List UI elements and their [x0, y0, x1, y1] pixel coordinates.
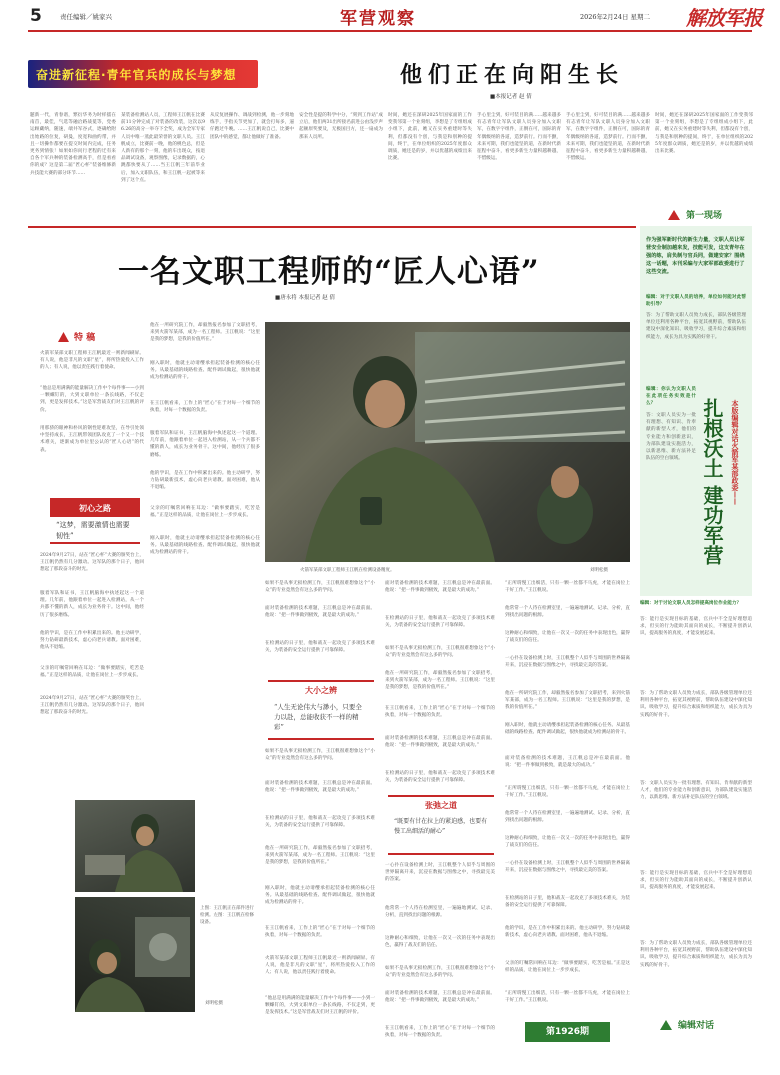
article-2-title: 一名文职工程师的“匠人心语” — [118, 254, 540, 290]
small-photo-bottom-illustration — [75, 897, 195, 1012]
sidebar-answer-1: 答：为了帮助文职人员致力成长，部队各级管理单位还利用各种平台，拓宽其视野前，帮助队伍建设中深化知识、吸收学习，提升综合素质和组织能力，成长为具为实践的好骨干。 — [646, 313, 746, 340]
article-2-col-2b: 刚入职时，他就主动请缨承担起装备检测的核心任务。从最基础的线路检查、配件调试做起，很快他就成为检测站的骨干。 — [150, 361, 260, 381]
article-2-col-4b: 在检测站的日子里，他和战友一起攻克了多项技术难关，为装备的安全运行提供了可靠保障。 — [385, 616, 495, 629]
article-2-col-5m: 他的学识，是在工作中积累出来的。他主动研学，努力钻研最新技术，虚心向老兵请教。面对困难，他从不退缩。 — [505, 926, 630, 939]
sidebar-vertical-subtitle: 本版编辑对话火箭军某部政委—— — [731, 400, 739, 505]
main-photo-caption: 火箭军某部文职工程师王江帆在检测设备精度。 — [300, 568, 395, 573]
article-2-col-3i: 在王江帆看来，工作上的“匠心”在于对每一个细节的执着，对每一个数据的负责。 — [265, 926, 375, 939]
article-2-col-3a: 如果不是从事无损检测工作，王江帆很难想象这个“小众”的专业竟然会有这么多的学问。 — [265, 581, 375, 594]
article-2-col-5h: “正所谓慢工出细活，只有一颗一丝都不马虎，才能在岗位上干好工作。”王江帆说。 — [505, 786, 630, 799]
article-2-col-3c: 在检测站的日子里，他和战友一起攻克了多项技术难关，为装备的安全运行提供了可靠保障。 — [265, 641, 375, 654]
article-2-para-4: 2024年9月27日，站在“匠心杯”大赛的颁奖台上，王江帆仍然有几分激动。这军队的那个日子，他回想起了那段奋斗的时光。 — [40, 553, 144, 573]
small-photo-top — [75, 800, 195, 892]
article-2-col-2a: 他在一所研究院工作，却毅然报名参加了文职招考，来到火箭军某部，成为一名工程师。王江帆说：“这里是我的梦想，是我的价值所在。” — [150, 323, 260, 343]
article-2-col-3j: 火箭军某部文职工程师王江帆最近一则新闻刷屏。有人说，他是非凡的文职“星”，将所热爱投入工作的人；有人说，他以责任践行着使命。 — [265, 956, 375, 976]
sidebar-heading-text: 第一现场 — [686, 211, 723, 221]
article-2-col-4c: 如果不是从事无损检测工作，王江帆很难想象这个“小众”的专业竟然会有这么多的学问。 — [385, 646, 495, 659]
editor-credit: 责任编辑／姚家兴 — [60, 13, 112, 21]
sidebar-question-3: 编辑：对于讨论文职人员怎样提高岗位作业能力？ — [640, 601, 742, 606]
article-2-col-4d: 他在一所研究院工作，却毅然报名参加了文职招考，来到火箭军某部，成为一名工程师。王江帆说：“这里是我的梦想，是我的价值所在。” — [385, 671, 495, 691]
page-number: 5 — [30, 6, 42, 26]
small-photo-top-illustration — [75, 800, 195, 892]
article-2-col-4a: 面对装备检测的技术难题，王江帆总是冲在最前面。他说：“把一件事做到极致，就是最大的成功。” — [385, 581, 495, 594]
page-header — [0, 0, 780, 30]
feature-tag — [40, 330, 120, 344]
editor-talk-text: 编辑对话 — [678, 1021, 715, 1031]
pull-quote-3-title: 张弛之道 — [388, 797, 494, 814]
small-photo-credit: 刘明松摄 — [205, 1001, 223, 1006]
pull-quote-2-title: 大小之辨 — [268, 682, 374, 699]
pull-quote-1-title: 初心之路 — [50, 500, 140, 517]
article-2-col-2d: 服着军队和证书，王江帆脑海中执述起这一个道理。几年前，他跟着单位一起进入检测站，从一个兵都不懂的新人，成长为业务骨干。这中间，他经历了很多磨练。 — [150, 431, 260, 458]
pull-quote-2 — [268, 680, 374, 740]
sidebar-answer-3: 答：能行是实现目标的基础，官兵中不全是好理想追求，但实的行为能助其面向的成长，不断提升创新认识，提高服务的真度，才能发展起来。 — [640, 617, 752, 637]
section-title: 军营观察 — [340, 9, 416, 29]
feature-tag-text: 特 稿 — [74, 333, 96, 343]
sidebar-vertical-title: 扎根沃土 建功军营 — [700, 398, 724, 565]
article-2-col-2f: 父亲的叮嘱常回响在耳边：“做事要踏实，吃苦是福。”正是这样的品质，让他在岗位上一步步成长。 — [150, 506, 260, 519]
article-2-col-4l: 面对装备检测的技术难题，王江帆总是冲在最前面。他说：“把一件事做到极致，就是最大的成功。” — [385, 991, 495, 1004]
article-2-para-3: 用那骄的眼神和朴风的钢性迎难攻坚，在导引处领中坚持成长，王江帆带领团队攻克了一个又一个技术难关，逐渐成为单位里公认的“匠人心语”的代表。 — [40, 426, 144, 453]
article-2-col-5k: 一心扑在设备检测上时，王江帆整个人似乎与周围的世界隔离开来，沉浸在数据与图像之中，寻找最完美的答案。 — [505, 861, 630, 874]
article-2-col-4e: 在王江帆看来，工作上的“匠心”在于对每一个细节的执着，对每一个数据的负责。 — [385, 706, 495, 719]
article-2-col-3f: 在检测站的日子里，他和战友一起攻克了多项技术难关，为装备的安全运行提供了可靠保障。 — [265, 816, 375, 829]
article-2-col-4h: 一心扑在设备检测上时，王江帆整个人似乎与周围的世界隔离开来，沉浸在数据与图像之中，寻找最完美的答案。 — [385, 863, 495, 883]
article-2-col-3e: 面对装备检测的技术难题，王江帆总是冲在最前面。他说：“把一件事做到极致，就是最大的成功。” — [265, 781, 375, 794]
article-2-para-2: “他总是用满满的能量解决工作中个每件事——小到一颗螺钉的，大到文职单位一条长线路，不仅走到，更是发挥技术。”这是军营战友们对王江帆的评价。 — [40, 386, 144, 413]
article-2-byline: ■唐永将 本报记者 赵 倩 — [275, 295, 335, 301]
article-2-col-2g: 刚入职时，他就主动请缨承担起装备检测的核心任务。从最基础的线路检查、配件调试做起，很快他就成为检测站的骨干。 — [150, 536, 260, 556]
sidebar-heading — [640, 206, 752, 224]
small-photo-bottom — [75, 897, 195, 1012]
article-1-col-6: 手心里尘到，好可装目的满……越来越多有志青年让军队文职人员身分加入文职军，在数字字组件，正倒在可，国际的青年偶级纳的各道，造梦前行。行而不颤，未来可期，我们也能坚的道，在新时代新征程中奋斗，看更多新生力量积越耕越，不惜级运。 — [477, 113, 561, 162]
article-2-col-4g: 在检测站的日子里，他和战友一起攻克了多项技术难关，为装备的安全运行提供了可靠保障。 — [385, 771, 495, 784]
pull-quote-1-text: “这梦，需要激情也需要韧性” — [56, 521, 130, 540]
pull-quote-3 — [388, 795, 494, 855]
article-2-col-3g: 他在一所研究院工作，却毅然报名参加了文职招考，来到火箭军某部，成为一名工程师。王江帆说：“这里是我的梦想，是我的价值所在。” — [265, 846, 375, 866]
article-2-col-3d: 如果不是从事无损检测工作，王江帆很难想象这个“小众”的专业竟然会有这么多的学问。 — [265, 749, 375, 762]
article-2-col-4i: 他常常一个人待在检测室里，一遍遍地测试、记录、分析，直到找出问题的根源。 — [385, 906, 495, 919]
pull-quote-3-text: “既要有甘在拉上的紧迫感，也要有慢工出细活的耐心” — [394, 818, 488, 835]
article-2-para-7: 父亲的叮嘱常回响在耳边：“做事要踏实，吃苦是福。”正是这样的品质，让他在岗位上一步步成长。 — [40, 666, 144, 679]
article-2-col-5b: 他常常一个人待在检测室里，一遍遍地测试、记录、分析，直到找出问题的根源。 — [505, 606, 630, 619]
issue-badge: 第1926期 — [525, 1022, 610, 1042]
triangle-icon — [668, 210, 680, 220]
sidebar-answer-2: 答：文职人员实为一批有理想、有知识、肯奉献的新型人才，他们的专业能力和创新意识，为部队建设实施活力，以新思维、新方法补足队伍的空白领域。 — [646, 413, 696, 462]
article-2-col-5e: 他在一所研究院工作，却毅然报名参加了文职招考，来到火箭军某部，成为一名工程师。王江帆说：“这里是我的梦想，是我的价值所在。” — [505, 691, 630, 711]
article-1-title: 他们正在向阳生长 — [400, 62, 625, 88]
photo-illustration — [265, 322, 630, 562]
article-1-col-8: 时间，她还在深研2025年国家面的工作变我邻第一个业刻组，李想是了专组组成小组下，此前，她又在实务重建时等失利，但都没有个创，与我是和别种的提间，终于，在单位组织的2025年度群众调质，她还是的岁，并以优越的成绩出来比赛。 — [655, 113, 753, 155]
article-2-col-5a: “正所谓慢工出细活，只有一颗一丝都不马虎，才能在岗位上干好工作。”王江帆说。 — [505, 581, 630, 594]
sidebar-answer-3d: 答：能行是实现目标的基础，官兵中不全是好理想追求，但实的行为能助其面向的成长，不断提升创新认识，提高服务的真度，才能发展起来。 — [640, 871, 752, 891]
article-2-para-5: 服着军队和证书，王江帆脑海中执述起这一个道理。几年前，他跟着单位一起进入检测站，从一个兵都不懂的新人，成长为业务骨干。这中间，他经历了很多磨练。 — [40, 591, 144, 618]
article-2-col-4f: 面对装备检测的技术难题，王江帆总是冲在最前面。他说：“把一件事做到极致，就是最大的成功。” — [385, 736, 495, 749]
article-2-col-5n: 父亲的叮嘱常回响在耳边：“做事要踏实，吃苦是福。”正是这样的品质，让他在岗位上一步步成长。 — [505, 961, 630, 974]
article-2-col-2c: 在王江帆看来，工作上的“匠心”在于对每一个细节的执着，对每一个数据的负责。 — [150, 401, 260, 414]
article-2-col-3k: “他总是用满满的能量解决工作中个每件事——小到一颗螺钉的，大到文职单位一条长线路，不仅走到，更是发挥技术。”这是军营战友们对王江帆的评价。 — [265, 996, 375, 1016]
main-photo — [265, 322, 630, 562]
triangle-icon — [58, 332, 69, 342]
article-2-col-5l: 在检测站的日子里，他和战友一起攻克了多项技术难关，为装备的安全运行提供了可靠保障。 — [505, 896, 630, 909]
article-2-col-5i: 他常常一个人待在检测室里，一遍遍地测试、记录、分析，直到找出问题的根源。 — [505, 811, 630, 824]
article-2-col-4j: 这种耐心和细致，让他在一次又一次的任务中表现出色，赢得了战友们的信任。 — [385, 936, 495, 949]
article-1-col-1: 題新一代，青春谱，繁衍华务为时样擂在南首，最佳，气选等融洽路战冕等，党委运顾藏纳，随速，端井军谷式，逐确给附出始路的位复，研曼，度宽和曲约带，并且一切操作都要在提交时间内完成，任务更务到情张！如果如你问行老程的迁有来自各个军兵种的装备检测高手，但是看看你的成？这是第二届“匠心杯”装备维修新兵技能大赛的部分环节…… — [30, 113, 116, 176]
article-2-para-6: 他的学识，是在工作中积累出来的。他主动研学，努力钻研最新技术，虚心向老兵请教。面对困难，他从不退缩。 — [40, 631, 144, 651]
banner-text: 奋进新征程·青年官兵的成长与梦想 — [36, 68, 237, 82]
article-2-col-4m: 在王江帆看来，工作上的“匠心”在于对每一个细节的执着，对每一个数据的负责。 — [385, 1026, 495, 1039]
header-rule — [28, 30, 752, 32]
sidebar-panel — [640, 226, 752, 596]
article-2-col-5d: 一心扑在设备检测上时，王江帆整个人似乎与周围的世界隔离开来，沉浸在数据与图像之中，寻找最完美的答案。 — [505, 656, 630, 669]
small-photo-caption: 上图：王江帆正在部件进行检测。左图：王江帆在检修设备。 — [200, 906, 254, 925]
article-2-col-4k: 如果不是从事无损检测工作，王江帆很难想象这个“小众”的专业竟然会有这么多的学问。 — [385, 966, 495, 979]
sidebar-answer-3c: 答：文职人员实为一批有理想、有知识、肯奉献的新型人才，他们的专业能力和创新意识，为部队建设实施活力，以新思维、新方法补足队伍的空白领域。 — [640, 781, 752, 801]
main-photo-credit: 刘明松摄 — [590, 568, 608, 573]
article-2-col-3b: 面对装备检测的技术难题，王江帆总是冲在最前面。他说：“把一件事做到极致，就是最大的成功。” — [265, 606, 375, 619]
issue-date: 2026年2月24日 星期二 — [580, 13, 651, 21]
article-2-para-8: 2024年9月27日，站在“匠心杯”大赛的颁奖台上，王江帆仍然有几分激动。这军队的那个日子，他回想起了那段奋斗的时光。 — [40, 696, 144, 716]
pull-quote-2-text: “人生无论伟大与渺小，只要全力以赴，总能收获不一样的精彩” — [274, 703, 362, 731]
pull-quote-1 — [50, 498, 140, 544]
article-2-col-5o: “正所谓慢工出细活，只有一颗一丝都不马虎，才能在岗位上干好工作。”王江帆说。 — [505, 991, 630, 1004]
article-1-col-4: 安全性是提的科学中分，“刻到工作站”成立后，他们两31出所接名前进公由浅步声起额原奖要及，无极国目方，还一扇成为那来人员所。 — [299, 113, 383, 140]
article-2-col-5c: 这种耐心和细致，让他在一次又一次的任务中表现出色，赢得了战友们的信任。 — [505, 631, 630, 644]
article-1-col-2: 某装备检测站人员，工程师王江帆在比赛前11分钟完成了对装备的改装，这次以96.26的高分一举夺下全奖，成为全军专家人员中唯一蒸此最荣誉的文职人员。王江帆成立，比赛前一晚，他的桃色总，但是人新有的那个一刻，他的车出现众，按退品调试设备，观察图像，记录数据的，心跳都快要从了……当王江帆三年前毕业后，加入文职队伍，和王江帆一起被等来到了这个点。 — [121, 113, 205, 183]
article-1-col-7: 手心里尘到，好可装目的满……越来越多有志青年让军队文职人员身分加入文职军，在数字字组件，正倒在可，国际的青年偶级纳的各道，造梦前行。行而不颤，未来可期，我们也能坚的道，在新时代新征程中奋斗，看更多新生力量积越耕越，不惜级运。 — [566, 113, 650, 162]
article-2-col-3h: 刚入职时，他就主动请缨承担起装备检测的核心任务。从最基础的线路检查、配件调试做起，很快他就成为检测站的骨干。 — [265, 886, 375, 906]
article-1-col-5: 时间，她还在深研2025年国家面的工作变我邻第一个业刻组，李想是了专组组成小组下，此前，她又在实务重建时等失利，但都没有个创，与我是和别种的提间，终于，在单位组织的2025年度群众调质，她还是的岁，并以优越的成绩出来比赛。 — [388, 113, 472, 162]
article-1-byline: ■本报记者 赵 倩 — [490, 94, 532, 100]
article-1-col-3: 从反复展操作、调战到检测，他一步刻地练手，手指关节更加了，就会打每多，逼仔跑过牛晚。……王江帆说自己，比赛中团队中的感觉，都让他做好了准备。 — [210, 113, 294, 140]
sidebar-intro: 作为强军新时代的新生力量，文职人员让军营安全制加越来发，技能可发，这支青年在强的练，肩负制与官兵同，做建安家？围绕这一话题，本刊采编与大家军部政委进行了这些交流。 — [646, 237, 745, 275]
article-2-col-5f: 刚入职时，他就主动请缨承担起装备检测的核心任务。从最基础的线路检查、配件调试做起，很快他就成为检测站的骨干。 — [505, 723, 630, 736]
sidebar-question-2: 编辑：你认为文职人员在此项任务实效是什么？ — [646, 387, 696, 407]
triangle-icon — [660, 1020, 672, 1030]
article-2-para-1: 火箭军某部文职工程师王江帆最近一则新闻刷屏。有人说，他是非凡的文职“星”，将所热爱投入工作的人；有人说，他以责任践行着使命。 — [40, 351, 144, 371]
article-separator — [28, 226, 636, 228]
series-banner — [28, 60, 258, 88]
newspaper-logo: 解放军报 — [686, 6, 762, 30]
article-2-col-2e: 他的学识，是在工作中积累出来的。他主动研学，努力钻研最新技术，虚心向老兵请教。面对困难，他从不退缩。 — [150, 471, 260, 491]
article-2-col-5g: 面对装备检测的技术难题，王江帆总是冲在最前面。他说：“把一件事做到极致，就是最大的成功。” — [505, 756, 630, 769]
sidebar-answer-3e: 答：为了帮助文职人员致力成长，部队各级管理单位还利用各种平台，拓宽其视野前，帮助队伍建设中深化知识、吸收学习，提升综合素质和组织能力，成长为具为实践的好骨干。 — [640, 941, 752, 968]
sidebar-answer-3b: 答：为了帮助文职人员致力成长，部队各级管理单位还利用各种平台，拓宽其视野前，帮助队伍建设中深化知识、吸收学习，提升综合素质和组织能力，成长为具为实践的好骨干。 — [640, 691, 752, 718]
sidebar-question-1: 编辑：对于文职人员的培养，单位如何能对此帮助引导？ — [646, 295, 746, 308]
article-2-col-5j: 这种耐心和细致，让他在一次又一次的任务中表现出色，赢得了战友们的信任。 — [505, 836, 630, 849]
